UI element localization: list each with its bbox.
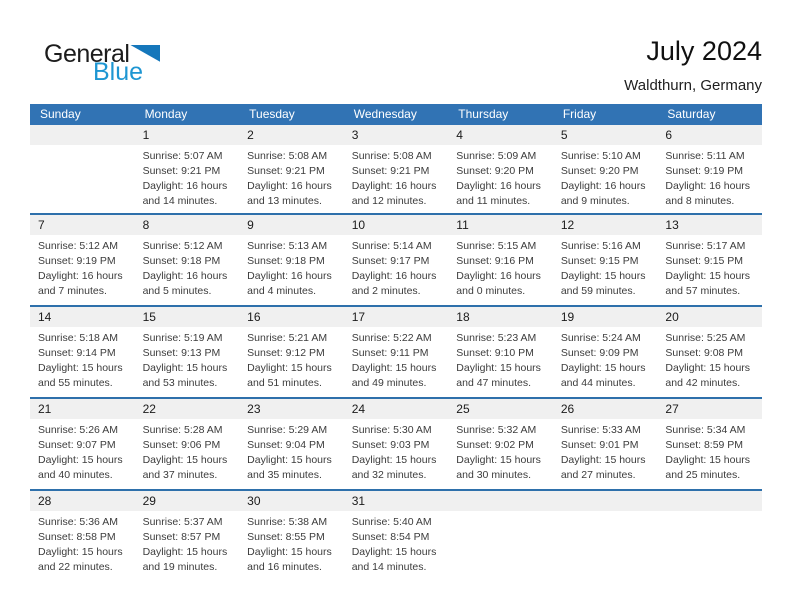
day-cell bbox=[135, 399, 240, 489]
daylight-text-line2: and 11 minutes. bbox=[456, 195, 531, 207]
daylight-text-line1: Daylight: 15 hours bbox=[456, 454, 541, 466]
daylight-text-line1: Daylight: 15 hours bbox=[247, 546, 332, 558]
day-details bbox=[135, 419, 240, 483]
daylight-text-line2: and 12 minutes. bbox=[351, 195, 427, 207]
daylight-text-line2: and 47 minutes. bbox=[456, 377, 531, 389]
day-details bbox=[657, 235, 762, 299]
sunrise-text: Sunrise: 5:17 AM bbox=[665, 240, 746, 252]
day-number: 10 bbox=[344, 215, 449, 235]
day-details bbox=[135, 327, 240, 391]
sunrise-text: Sunrise: 5:40 AM bbox=[351, 516, 432, 528]
day-number: 7 bbox=[30, 215, 135, 235]
calendar-table bbox=[30, 104, 762, 581]
weekday-header-monday: Monday bbox=[144, 107, 188, 121]
sunrise-text: Sunrise: 5:32 AM bbox=[456, 424, 537, 436]
day-cell bbox=[657, 307, 762, 397]
day-number: 6 bbox=[657, 125, 762, 145]
day-number: 3 bbox=[344, 125, 449, 145]
daylight-text-line1: Daylight: 15 hours bbox=[38, 362, 123, 374]
sunset-text: Sunset: 9:09 PM bbox=[560, 347, 639, 359]
day-details bbox=[239, 235, 344, 299]
day-cell bbox=[239, 125, 344, 213]
sunrise-text: Sunrise: 5:09 AM bbox=[456, 150, 537, 162]
sunrise-text: Sunrise: 5:08 AM bbox=[351, 150, 432, 162]
day-number: 17 bbox=[344, 307, 449, 327]
daylight-text-line1: Daylight: 15 hours bbox=[38, 546, 123, 558]
day-number: 12 bbox=[553, 215, 658, 235]
day-number: 26 bbox=[553, 399, 658, 419]
day-number: 21 bbox=[30, 399, 135, 419]
daylight-text-line2: and 19 minutes. bbox=[142, 561, 218, 573]
sunset-text: Sunset: 9:12 PM bbox=[247, 347, 325, 359]
daylight-text-line2: and 40 minutes. bbox=[38, 469, 113, 481]
day-cell bbox=[239, 491, 344, 581]
daylight-text-line2: and 0 minutes. bbox=[456, 285, 526, 297]
sunrise-text: Sunrise: 5:15 AM bbox=[456, 240, 537, 252]
day-cell bbox=[448, 215, 553, 305]
day-details bbox=[448, 235, 553, 299]
daylight-text-line2: and 53 minutes. bbox=[142, 377, 218, 389]
daylight-text-line2: and 49 minutes. bbox=[351, 377, 427, 389]
day-details bbox=[448, 327, 553, 391]
weeks-container bbox=[30, 125, 762, 581]
sunset-text: Sunset: 9:21 PM bbox=[247, 165, 325, 177]
day-number: 5 bbox=[553, 125, 658, 145]
day-details bbox=[30, 511, 135, 575]
sunrise-text: Sunrise: 5:36 AM bbox=[38, 516, 118, 528]
daylight-text-line1: Daylight: 16 hours bbox=[665, 180, 751, 192]
daylight-text-line1: Daylight: 16 hours bbox=[247, 180, 332, 192]
daylight-text-line2: and 14 minutes. bbox=[142, 195, 218, 207]
day-number: 25 bbox=[448, 399, 553, 419]
daylight-text-line2: and 44 minutes. bbox=[560, 377, 636, 389]
day-number: 30 bbox=[239, 491, 344, 511]
sunset-text: Sunset: 9:18 PM bbox=[142, 255, 221, 267]
sunset-text: Sunset: 9:16 PM bbox=[456, 255, 534, 267]
day-details bbox=[344, 511, 449, 575]
sunset-text: Sunset: 8:58 PM bbox=[38, 531, 116, 543]
daylight-text-line1: Daylight: 15 hours bbox=[456, 362, 541, 374]
sunset-text: Sunset: 9:11 PM bbox=[351, 347, 429, 359]
sunset-text: Sunset: 9:20 PM bbox=[560, 165, 639, 177]
sunrise-text: Sunrise: 5:13 AM bbox=[247, 240, 328, 252]
daylight-text-line1: Daylight: 15 hours bbox=[560, 362, 646, 374]
day-cell bbox=[135, 215, 240, 305]
sunrise-text: Sunrise: 5:14 AM bbox=[351, 240, 432, 252]
day-number bbox=[30, 125, 135, 145]
daylight-text-line1: Daylight: 15 hours bbox=[247, 454, 332, 466]
sunset-text: Sunset: 8:57 PM bbox=[142, 531, 221, 543]
daylight-text-line1: Daylight: 15 hours bbox=[665, 270, 751, 282]
day-cell bbox=[344, 307, 449, 397]
daylight-text-line1: Daylight: 15 hours bbox=[142, 546, 228, 558]
day-details bbox=[553, 235, 658, 299]
day-number: 24 bbox=[344, 399, 449, 419]
week-row bbox=[30, 397, 762, 489]
day-cell bbox=[553, 307, 658, 397]
sunrise-text: Sunrise: 5:19 AM bbox=[142, 332, 223, 344]
day-details bbox=[239, 145, 344, 209]
sunset-text: Sunset: 9:03 PM bbox=[351, 439, 430, 451]
sunrise-text: Sunrise: 5:37 AM bbox=[142, 516, 223, 528]
sunset-text: Sunset: 9:14 PM bbox=[38, 347, 116, 359]
day-cell bbox=[553, 215, 658, 305]
logo-text-general: General bbox=[44, 40, 130, 68]
week-row bbox=[30, 125, 762, 213]
sunrise-text: Sunrise: 5:29 AM bbox=[247, 424, 328, 436]
day-cell bbox=[553, 399, 658, 489]
sunset-text: Sunset: 9:06 PM bbox=[142, 439, 221, 451]
page-title: July 2024 bbox=[646, 36, 762, 66]
day-number: 9 bbox=[239, 215, 344, 235]
daylight-text-line1: Daylight: 16 hours bbox=[560, 180, 646, 192]
daylight-text-line1: Daylight: 15 hours bbox=[247, 362, 332, 374]
day-number: 19 bbox=[553, 307, 658, 327]
day-cell bbox=[657, 399, 762, 489]
daylight-text-line1: Daylight: 16 hours bbox=[142, 180, 228, 192]
day-details bbox=[553, 145, 658, 209]
sunrise-text: Sunrise: 5:26 AM bbox=[38, 424, 118, 436]
daylight-text-line1: Daylight: 15 hours bbox=[560, 454, 646, 466]
sunrise-text: Sunrise: 5:16 AM bbox=[560, 240, 641, 252]
day-details bbox=[344, 419, 449, 483]
sunrise-text: Sunrise: 5:33 AM bbox=[560, 424, 641, 436]
day-details bbox=[448, 419, 553, 483]
sunset-text: Sunset: 9:19 PM bbox=[38, 255, 116, 267]
day-details bbox=[344, 235, 449, 299]
sunset-text: Sunset: 9:15 PM bbox=[665, 255, 744, 267]
daylight-text-line2: and 9 minutes. bbox=[560, 195, 630, 207]
day-cell bbox=[657, 125, 762, 213]
day-details bbox=[30, 235, 135, 299]
day-details bbox=[30, 327, 135, 391]
sunrise-text: Sunrise: 5:28 AM bbox=[142, 424, 223, 436]
sunrise-text: Sunrise: 5:12 AM bbox=[142, 240, 223, 252]
sunset-text: Sunset: 9:13 PM bbox=[142, 347, 221, 359]
day-details bbox=[239, 419, 344, 483]
sunset-text: Sunset: 9:19 PM bbox=[665, 165, 744, 177]
weekday-header-wednesday: Wednesday bbox=[353, 107, 417, 121]
day-number: 14 bbox=[30, 307, 135, 327]
day-cell bbox=[448, 125, 553, 213]
day-details bbox=[30, 419, 135, 483]
day-number: 28 bbox=[30, 491, 135, 511]
day-number: 4 bbox=[448, 125, 553, 145]
day-cell bbox=[239, 399, 344, 489]
daylight-text-line2: and 2 minutes. bbox=[351, 285, 421, 297]
sunset-text: Sunset: 9:20 PM bbox=[456, 165, 534, 177]
sunset-text: Sunset: 8:54 PM bbox=[351, 531, 430, 543]
day-number: 2 bbox=[239, 125, 344, 145]
day-number bbox=[657, 491, 762, 511]
daylight-text-line2: and 35 minutes. bbox=[247, 469, 322, 481]
sunrise-text: Sunrise: 5:34 AM bbox=[665, 424, 746, 436]
day-details bbox=[657, 419, 762, 483]
sunrise-text: Sunrise: 5:08 AM bbox=[247, 150, 328, 162]
day-cell bbox=[448, 399, 553, 489]
day-number: 31 bbox=[344, 491, 449, 511]
day-cell bbox=[30, 491, 135, 581]
sunrise-text: Sunrise: 5:25 AM bbox=[665, 332, 746, 344]
daylight-text-line2: and 32 minutes. bbox=[351, 469, 427, 481]
daylight-text-line2: and 57 minutes. bbox=[665, 285, 741, 297]
day-details bbox=[344, 327, 449, 391]
daylight-text-line2: and 5 minutes. bbox=[142, 285, 212, 297]
sunset-text: Sunset: 9:01 PM bbox=[560, 439, 639, 451]
general-blue-logo bbox=[44, 42, 160, 85]
day-cell bbox=[239, 215, 344, 305]
sunrise-text: Sunrise: 5:23 AM bbox=[456, 332, 537, 344]
empty-day-cell bbox=[553, 491, 658, 581]
daylight-text-line1: Daylight: 15 hours bbox=[142, 362, 228, 374]
day-number: 16 bbox=[239, 307, 344, 327]
day-cell bbox=[30, 399, 135, 489]
daylight-text-line1: Daylight: 15 hours bbox=[665, 454, 751, 466]
week-row bbox=[30, 489, 762, 581]
sunset-text: Sunset: 9:07 PM bbox=[38, 439, 116, 451]
day-number: 29 bbox=[135, 491, 240, 511]
sunrise-text: Sunrise: 5:30 AM bbox=[351, 424, 432, 436]
day-cell bbox=[135, 125, 240, 213]
daylight-text-line2: and 14 minutes. bbox=[351, 561, 427, 573]
daylight-text-line1: Daylight: 15 hours bbox=[142, 454, 228, 466]
daylight-text-line2: and 42 minutes. bbox=[665, 377, 741, 389]
daylight-text-line2: and 7 minutes. bbox=[38, 285, 107, 297]
week-row bbox=[30, 213, 762, 305]
daylight-text-line1: Daylight: 16 hours bbox=[456, 270, 541, 282]
day-details bbox=[553, 327, 658, 391]
day-details bbox=[553, 419, 658, 483]
sunset-text: Sunset: 9:10 PM bbox=[456, 347, 534, 359]
day-cell bbox=[344, 491, 449, 581]
daylight-text-line1: Daylight: 15 hours bbox=[38, 454, 123, 466]
sunrise-text: Sunrise: 5:12 AM bbox=[38, 240, 118, 252]
daylight-text-line1: Daylight: 16 hours bbox=[142, 270, 228, 282]
day-cell bbox=[30, 307, 135, 397]
sunset-text: Sunset: 9:21 PM bbox=[142, 165, 221, 177]
daylight-text-line1: Daylight: 15 hours bbox=[351, 546, 437, 558]
sunrise-text: Sunrise: 5:10 AM bbox=[560, 150, 641, 162]
daylight-text-line1: Daylight: 16 hours bbox=[351, 270, 437, 282]
sunrise-text: Sunrise: 5:24 AM bbox=[560, 332, 641, 344]
day-details bbox=[239, 511, 344, 575]
sunset-text: Sunset: 9:18 PM bbox=[247, 255, 325, 267]
weekday-header-sunday: Sunday bbox=[40, 107, 81, 121]
day-number: 8 bbox=[135, 215, 240, 235]
day-cell bbox=[553, 125, 658, 213]
day-details bbox=[135, 511, 240, 575]
daylight-text-line1: Daylight: 15 hours bbox=[351, 454, 437, 466]
daylight-text-line2: and 13 minutes. bbox=[247, 195, 322, 207]
sunrise-text: Sunrise: 5:22 AM bbox=[351, 332, 432, 344]
logo-text-blue: Blue bbox=[93, 58, 144, 86]
sunset-text: Sunset: 9:21 PM bbox=[351, 165, 430, 177]
day-number: 20 bbox=[657, 307, 762, 327]
daylight-text-line2: and 59 minutes. bbox=[560, 285, 636, 297]
daylight-text-line2: and 51 minutes. bbox=[247, 377, 322, 389]
daylight-text-line2: and 27 minutes. bbox=[560, 469, 636, 481]
day-details bbox=[657, 327, 762, 391]
weekday-header-row bbox=[30, 104, 762, 125]
sunset-text: Sunset: 9:15 PM bbox=[560, 255, 639, 267]
day-cell bbox=[135, 307, 240, 397]
location-subtitle: Waldthurn, Germany bbox=[624, 77, 762, 94]
sunrise-text: Sunrise: 5:18 AM bbox=[38, 332, 118, 344]
daylight-text-line2: and 55 minutes. bbox=[38, 377, 113, 389]
daylight-text-line1: Daylight: 16 hours bbox=[456, 180, 541, 192]
sunrise-text: Sunrise: 5:21 AM bbox=[247, 332, 328, 344]
sunset-text: Sunset: 9:04 PM bbox=[247, 439, 325, 451]
daylight-text-line2: and 25 minutes. bbox=[665, 469, 741, 481]
day-cell bbox=[344, 399, 449, 489]
daylight-text-line2: and 4 minutes. bbox=[247, 285, 317, 297]
sunrise-text: Sunrise: 5:38 AM bbox=[247, 516, 328, 528]
day-details bbox=[657, 145, 762, 209]
day-cell bbox=[657, 215, 762, 305]
day-number: 13 bbox=[657, 215, 762, 235]
day-number: 18 bbox=[448, 307, 553, 327]
day-details bbox=[239, 327, 344, 391]
day-details bbox=[344, 145, 449, 209]
sunset-text: Sunset: 9:17 PM bbox=[351, 255, 430, 267]
day-details bbox=[135, 145, 240, 209]
day-cell bbox=[239, 307, 344, 397]
day-cell bbox=[135, 491, 240, 581]
day-number: 23 bbox=[239, 399, 344, 419]
daylight-text-line2: and 22 minutes. bbox=[38, 561, 113, 573]
empty-day-cell bbox=[30, 125, 135, 213]
day-number: 15 bbox=[135, 307, 240, 327]
day-cell bbox=[344, 125, 449, 213]
day-number: 11 bbox=[448, 215, 553, 235]
sunset-text: Sunset: 8:59 PM bbox=[665, 439, 744, 451]
day-number: 27 bbox=[657, 399, 762, 419]
sunrise-text: Sunrise: 5:07 AM bbox=[142, 150, 223, 162]
day-number bbox=[553, 491, 658, 511]
daylight-text-line2: and 30 minutes. bbox=[456, 469, 531, 481]
weekday-header-friday: Friday bbox=[562, 107, 597, 121]
weekday-header-tuesday: Tuesday bbox=[249, 107, 295, 121]
daylight-text-line1: Daylight: 15 hours bbox=[560, 270, 646, 282]
sunset-text: Sunset: 9:08 PM bbox=[665, 347, 744, 359]
day-cell bbox=[30, 215, 135, 305]
week-row bbox=[30, 305, 762, 397]
daylight-text-line1: Daylight: 15 hours bbox=[351, 362, 437, 374]
daylight-text-line1: Daylight: 15 hours bbox=[665, 362, 751, 374]
weekday-header-thursday: Thursday bbox=[458, 107, 509, 121]
day-number bbox=[448, 491, 553, 511]
daylight-text-line2: and 37 minutes. bbox=[142, 469, 218, 481]
day-number: 1 bbox=[135, 125, 240, 145]
daylight-text-line2: and 8 minutes. bbox=[665, 195, 735, 207]
daylight-text-line1: Daylight: 16 hours bbox=[351, 180, 437, 192]
daylight-text-line1: Daylight: 16 hours bbox=[38, 270, 123, 282]
empty-day-cell bbox=[657, 491, 762, 581]
daylight-text-line2: and 16 minutes. bbox=[247, 561, 322, 573]
sunset-text: Sunset: 9:02 PM bbox=[456, 439, 534, 451]
day-details bbox=[448, 145, 553, 209]
daylight-text-line1: Daylight: 16 hours bbox=[247, 270, 332, 282]
sunrise-text: Sunrise: 5:11 AM bbox=[665, 150, 745, 162]
weekday-header-saturday: Saturday bbox=[667, 107, 716, 121]
day-number: 22 bbox=[135, 399, 240, 419]
empty-day-cell bbox=[448, 491, 553, 581]
day-cell bbox=[448, 307, 553, 397]
day-details bbox=[135, 235, 240, 299]
day-cell bbox=[344, 215, 449, 305]
sunset-text: Sunset: 8:55 PM bbox=[247, 531, 325, 543]
